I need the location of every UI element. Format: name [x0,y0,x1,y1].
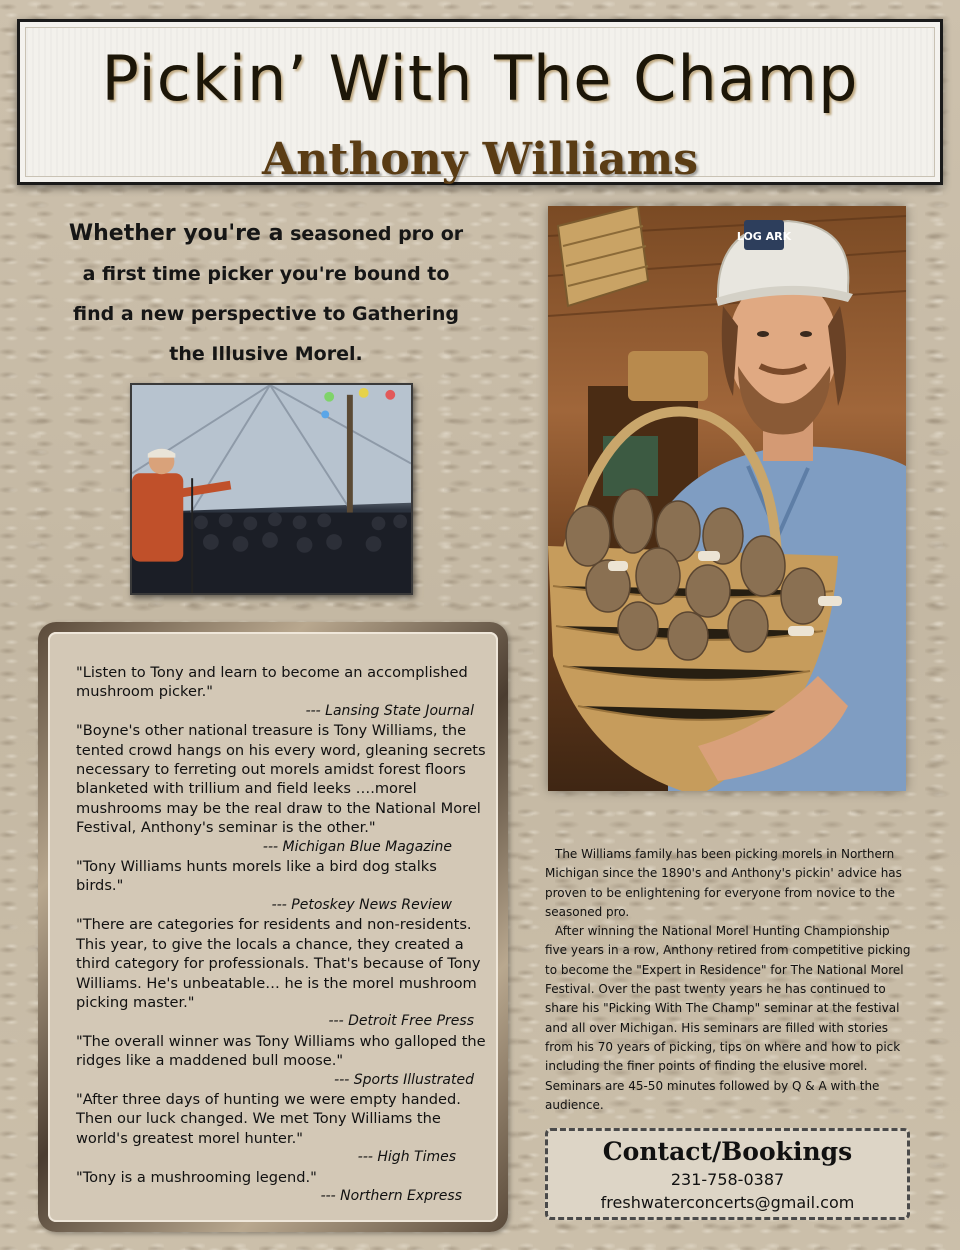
portrait-illustration [548,206,906,791]
quote-text: "Listen to Tony and learn to become an accomplished mushroom picker." [76,664,468,701]
intro-lead: Whether you're a [68,221,284,246]
intro-line-1 [46,214,486,254]
title-banner [17,19,943,185]
quote-source: --- High Times [357,1149,456,1166]
quote-text: "The overall winner was Tony Williams who galloped the ridges like a maddened bull moose." [76,1032,486,1070]
contact-email[interactable]: freshwaterconcerts@gmail.com [600,1193,855,1212]
seminar-crowd-photo [130,383,413,595]
bio-paragraph-1: The Williams family has been picking morels in Northern Michigan since the 1890's and Anthony's pickin' advice has proven to be enlightening for everyone from novice to the seasoned pro. [545,847,902,919]
anthony-portrait-photo [548,206,906,791]
quote-source: --- Petoskey News Review [271,896,452,913]
contact-heading: Contact/Bookings [602,1137,853,1166]
intro-text [46,214,486,374]
quote-source: --- Detroit Free Press [328,1013,474,1030]
bio-text [545,845,915,1115]
bio-paragraph-2: After winning the National Morel Hunting Championship five years in a row, Anthony retired from competitive picking to become the "Expert in Residence" for The National Morel Festival. Over the past twenty years he has continued to share his "Picking With The Champ" seminar at the festival and all over Michigan. His seminars are filled with stories from his 70 years of picking, tips on where and how to pick including the finer points of finding the elusive morel. Seminars are 45-50 minutes followed by Q & A with the audience. [545,924,911,1112]
intro-line-4: the Illusive Morel. [169,343,363,365]
cap-logo: LOG ARK [736,230,792,243]
press-quotes [76,663,486,1206]
quote-text: "Boyne's other national treasure is Tony Williams, the tented crowd hangs on his every word, gleaning secrets necessary to ferreting out morels amidst forest floors blanketed with trillium and field leeks ….morel mushrooms may be the real draw to the National Morel Festival, Anthony's seminar is the other." [76,722,486,837]
quote-text: "Tony is a mushrooming legend." [76,1168,317,1186]
quote-source: --- Michigan Blue Magazine [262,838,452,855]
intro-line-1-rest: seasoned pro or [283,223,464,245]
intro-line-2: a first time picker you're bound to [82,263,450,285]
quote-text: "Tony Williams hunts morels like a bird dog stalks birds." [76,858,437,895]
intro-line-3: find a new perspective to Gathering [73,303,459,325]
contact-box [545,1128,910,1220]
seminar-crowd-illustration [132,385,411,593]
page-title: Pickin’ With The Champ [101,42,859,115]
quote-source: --- Northern Express [320,1187,462,1204]
quote-source: --- Sports Illustrated [334,1071,474,1088]
quote-source: --- Lansing State Journal [305,702,474,719]
quote-text: "There are categories for residents and non-residents. This year, to give the locals a chance, they created a third category for professionals. That's because of Tony Williams. He's unbeatable… he is the morel mushroom picking master." [76,916,481,1011]
quote-text: "After three days of hunting we were empty handed. Then our luck changed. We met Tony Williams the world's greatest morel hunter." [76,1090,461,1147]
page-subtitle: Anthony Williams [261,134,698,185]
contact-phone[interactable]: 231-758-0387 [670,1170,785,1189]
